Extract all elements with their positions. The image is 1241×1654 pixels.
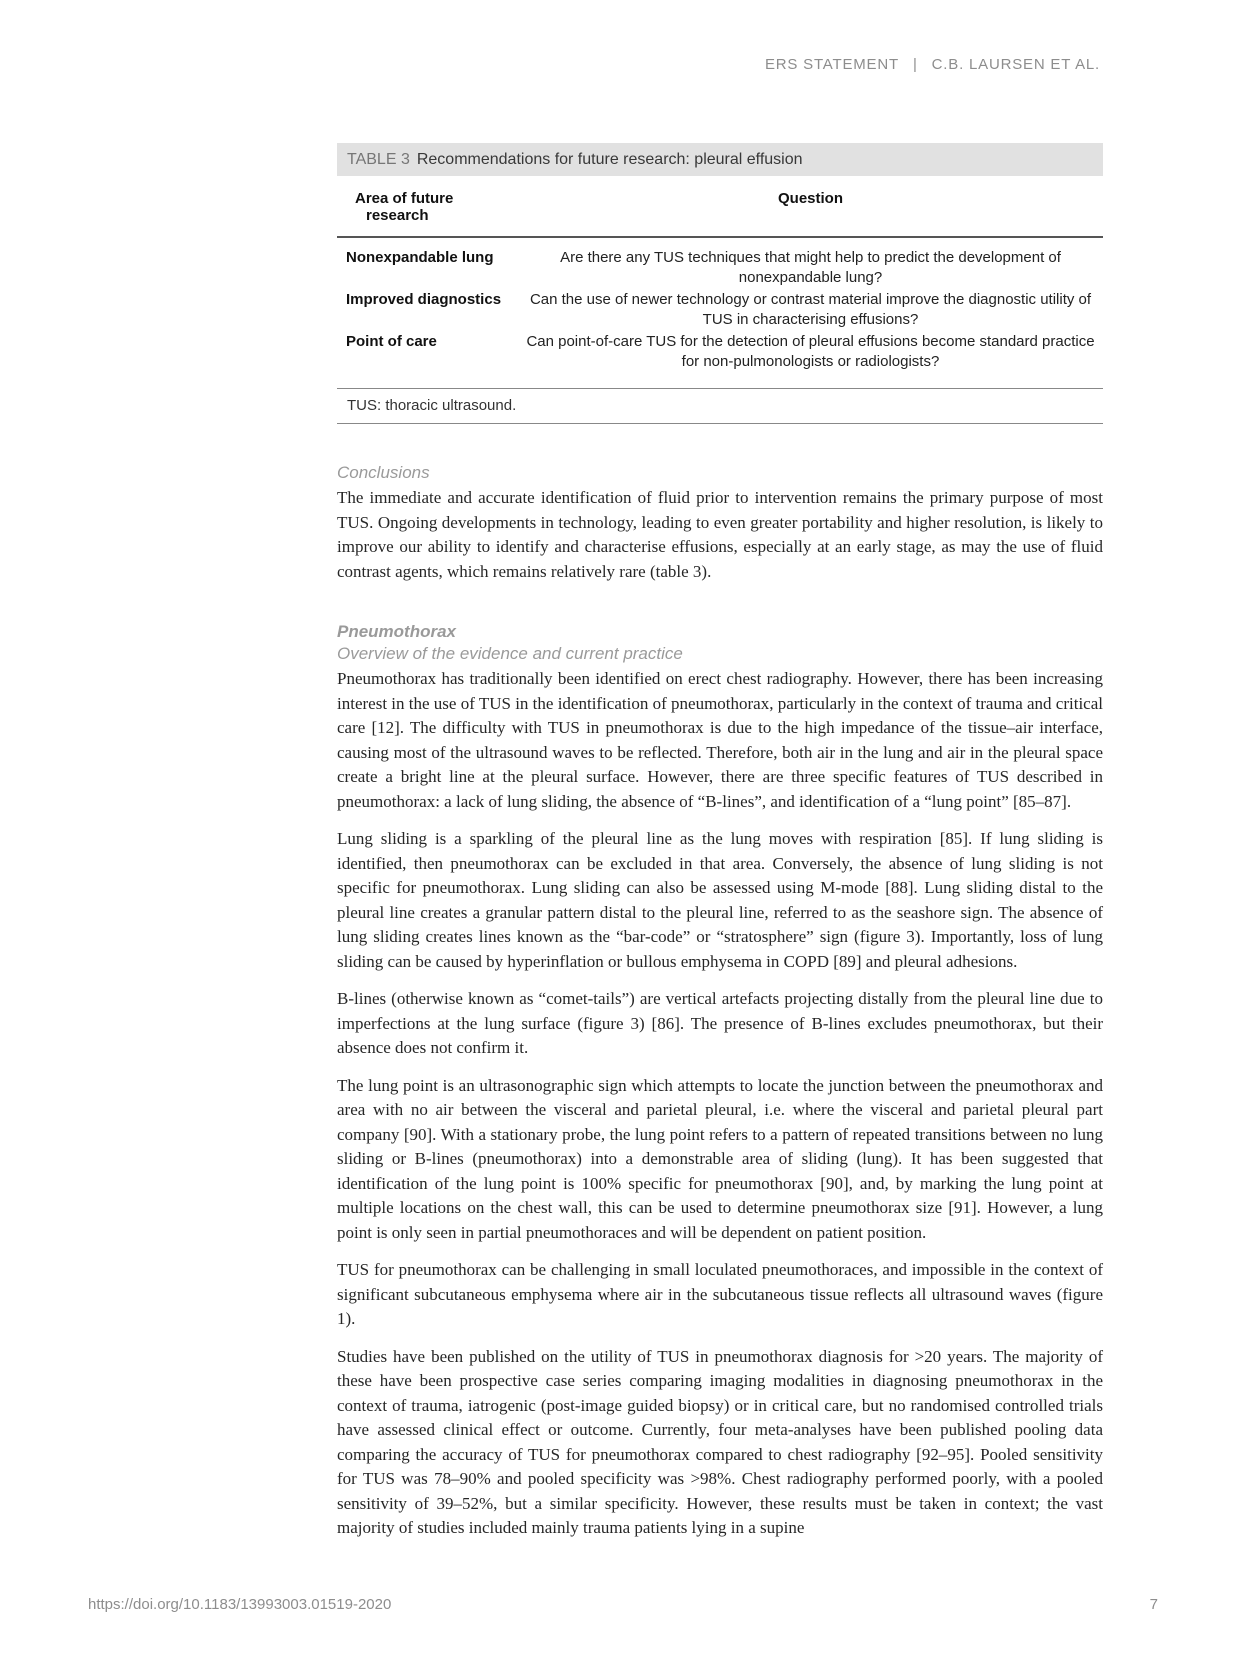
body-paragraph: B-lines (otherwise known as “comet-tails”) are vertical artefacts projecting distally from the pleural line due to imperfections at the lung surface (figure 3) [86]. The presence of B-lines excludes pneumothorax, but their absence does not confirm it. bbox=[337, 989, 1103, 1057]
table-cell-question: Can point-of-care TUS for the detection of pleural effusions become standard practice for non-pulmonologists or radiologists? bbox=[526, 333, 1095, 370]
table-row bbox=[337, 290, 1103, 330]
text-column bbox=[337, 143, 1103, 1554]
table-row bbox=[337, 248, 1103, 288]
table-row bbox=[337, 332, 1103, 372]
running-header-separator: | bbox=[912, 56, 918, 73]
body-paragraph: The lung point is an ultrasonographic sign which attempts to locate the junction between the pneumothorax and area with no air between the visceral and parietal pleural, i.e. where the visceral and parietal pleural part company [90]. With a stationary probe, the lung point refers to a pattern of repeated transitions between no lung sliding or B-lines (pneumothorax) into a demonstrable area of sliding (lung). It has been suggested that identification of the lung point is 100% specific for pneumothorax [90], and, by marking the lung point at multiple locations on the chest wall, this can be used to determine pneumothorax size [91]. However, a lung point is only seen in partial pneumothoraces and will be dependent on patient position. bbox=[337, 1075, 1103, 1242]
pneumothorax-heading: Pneumothorax bbox=[337, 622, 457, 641]
table-cell-question: Are there any TUS techniques that might help to predict the development of nonexpandable lung? bbox=[560, 249, 1061, 286]
pneumothorax-subheading: Overview of the evidence and current practice bbox=[337, 644, 683, 663]
column-header-area: Area of future research bbox=[355, 190, 454, 224]
running-header-statement: ERS STATEMENT bbox=[764, 56, 899, 73]
table-body bbox=[337, 238, 1103, 388]
body-paragraph: TUS for pneumothorax can be challenging in small loculated pneumothoraces, and impossible in the context of significant subcutaneous emphysema where air in the subcutaneous tissue reflects all ultrasound waves (figure 1). bbox=[337, 1260, 1103, 1328]
table-cell-area: Nonexpandable lung bbox=[346, 249, 494, 266]
running-header-authors: C.B. LAURSEN ET AL. bbox=[931, 56, 1100, 73]
table-cell-area: Improved diagnostics bbox=[346, 291, 502, 308]
body-paragraph: Studies have been published on the utility of TUS in pneumothorax diagnosis for >20 years. The majority of these have been prospective case series comparing imaging modalities in diagnosing pneumothorax in the context of trauma, iatrogenic (post-image guided biopsy) or in critical care, but no randomised controlled trials have assessed clinical effect or outcome. Currently, four meta-analyses have been published pooling data comparing the accuracy of TUS for pneumothorax compared to chest radiography [92–95]. Pooled sensitivity for TUS was 78–90% and pooled specificity was >98%. Chest radiography performed poorly, with a pooled sensitivity of 39–52%, but a similar specificity. However, these results must be taken in context; the vast majority of studies included mainly trauma patients lying in a supine bbox=[337, 1346, 1103, 1537]
table-header-row bbox=[337, 176, 1103, 236]
spacer bbox=[337, 424, 1103, 462]
conclusions-paragraph: The immediate and accurate identification of fluid prior to intervention remains the primary purpose of most TUS. Ongoing developments in technology, leading to even greater portability and higher resolution, is likely to improve our ability to identify and characterise effusions, especially at an early stage, as may the use of fluid contrast agents, which remains relatively rare (table 3). bbox=[337, 488, 1103, 581]
table-title: Recommendations for future research: pleural effusion bbox=[416, 150, 803, 168]
doi-link[interactable]: https://doi.org/10.1183/13993003.01519-2020 bbox=[88, 1596, 392, 1613]
body-paragraph: Pneumothorax has traditionally been identified on erect chest radiography. However, there has been increasing interest in the use of TUS in the identification of pneumothorax, particularly in the context of trauma and critical care [12]. The difficulty with TUS in pneumothorax is due to the high impedance of the tissue–air interface, causing most of the ultrasound waves to be reflected. Therefore, both air in the lung and air in the pleural space create a bright line at the pleural surface. However, there are three specific features of TUS described in pneumothorax: a lack of lung sliding, the absence of “B-lines”, and identification of a “lung point” [85–87]. bbox=[337, 669, 1103, 811]
table-number-label: TABLE 3 bbox=[347, 150, 410, 168]
table-cell-area: Point of care bbox=[346, 333, 437, 350]
page-footer bbox=[88, 1596, 1158, 1613]
page-number: 7 bbox=[1149, 1596, 1158, 1613]
spacer bbox=[337, 597, 1103, 621]
table-cell-question: Can the use of newer technology or contrast material improve the diagnostic utility of TUS in characterising effusions? bbox=[529, 291, 1092, 328]
conclusions-heading: Conclusions bbox=[337, 463, 430, 482]
table-footnote: TUS: thoracic ultrasound. bbox=[347, 397, 517, 414]
body-paragraph: Lung sliding is a sparkling of the pleural line as the lung moves with respiration [85]. If lung sliding is identified, then pneumothorax can be excluded in that area. Conversely, the absence of lung sliding is not specific for pneumothorax. Lung sliding can also be assessed using M-mode [88]. Lung sliding distal to the pleural line creates a granular pattern distal to the pleural line, referred to as the seashore sign. The absence of lung sliding creates lines known as the “bar-code” or “stratosphere” sign (figure 3). Importantly, loss of lung sliding can be caused by hyperinflation or bullous emphysema in COPD [89] and pleural adhesions. bbox=[337, 829, 1103, 971]
table-3 bbox=[337, 143, 1103, 424]
running-header bbox=[765, 56, 1100, 73]
column-header-question: Question bbox=[777, 190, 843, 207]
table-title-bar bbox=[337, 143, 1103, 176]
